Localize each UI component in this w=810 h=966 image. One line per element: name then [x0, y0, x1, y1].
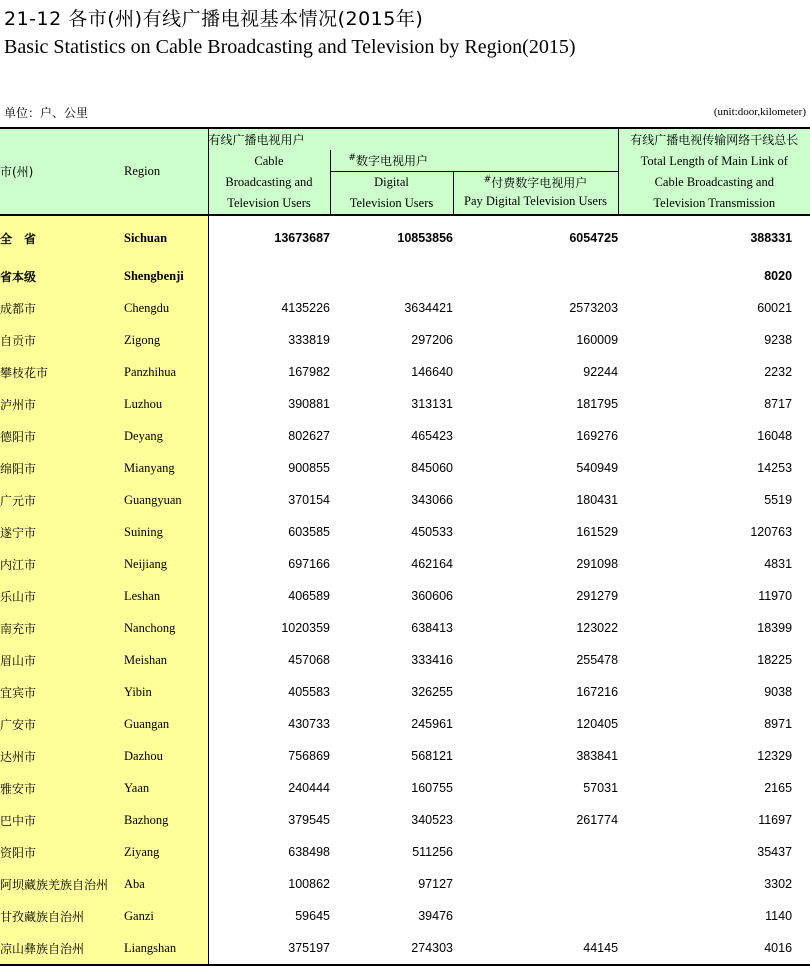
main-link-length-cell: 120763	[750, 525, 793, 539]
region-name-cn: 眉山市	[0, 644, 124, 676]
header-cable-users-en-line2: Broadcasting and	[225, 174, 313, 189]
region-name-cn: 德阳市	[0, 420, 124, 452]
digital-users-cell: 3634421	[404, 301, 453, 315]
digital-users-cell: 160755	[411, 781, 453, 795]
table-body	[0, 215, 810, 965]
main-link-length-cell: 8020	[764, 269, 793, 283]
table-row	[0, 644, 810, 676]
table-row	[0, 676, 810, 708]
region-name-en: Meishan	[124, 644, 208, 676]
pay-digital-users-cell: 160009	[576, 333, 619, 347]
table-row	[0, 324, 810, 356]
main-link-length-cell: 35437	[757, 845, 793, 859]
region-name-cn: 遂宁市	[0, 516, 124, 548]
main-link-length-cell: 18225	[757, 653, 793, 667]
pay-digital-users-cell: 161529	[576, 525, 619, 539]
pay-digital-users-cell: 540949	[576, 461, 619, 475]
digital-users-cell: 333416	[411, 653, 453, 667]
cable-users-cell: 900855	[288, 461, 330, 475]
region-name-en: Bazhong	[124, 804, 208, 836]
pay-digital-users-cell: 261774	[576, 813, 619, 827]
region-name-en: Deyang	[124, 420, 208, 452]
cable-users-cell: 375197	[208, 932, 330, 965]
cable-users-cell: 390881	[288, 397, 330, 411]
main-link-length-cell: 18399	[757, 621, 793, 635]
page-title-en: Basic Statistics on Cable Broadcasting and Television by Region(2015)	[4, 36, 576, 58]
header-city: 市(州)	[0, 128, 124, 215]
main-link-length-cell: 60021	[757, 301, 793, 315]
header-digital-en	[330, 172, 453, 216]
cable-users-cell: 638498	[288, 845, 330, 859]
main-link-length-cell: 11697	[758, 813, 793, 827]
table-row	[0, 388, 810, 420]
pay-digital-users-cell: 169276	[576, 429, 619, 443]
pay-digital-users-cell: 255478	[576, 653, 619, 667]
pay-digital-users-cell	[453, 868, 618, 900]
region-name-cn: 广元市	[0, 484, 124, 516]
pay-digital-users-cell: 57031	[583, 781, 619, 795]
region-name-cn: 成都市	[0, 292, 124, 324]
header-cable-users-en	[208, 150, 330, 215]
header-pay-mark: #	[483, 175, 492, 185]
unit-label-cn: 单位：户、公里	[4, 106, 89, 120]
table-row	[0, 292, 810, 324]
cable-users-cell: 59645	[295, 909, 330, 923]
digital-users-cell	[330, 260, 453, 292]
cable-users-cell: 370154	[288, 493, 330, 507]
cable-users-cell: 13673687	[274, 231, 330, 245]
table-row	[0, 900, 810, 932]
main-link-length-cell: 12329	[757, 749, 793, 763]
region-name-en: Aba	[124, 868, 208, 900]
region-name-cn: 甘孜藏族自治州	[0, 900, 124, 932]
table-row	[0, 772, 810, 804]
region-name-cn: 内江市	[0, 548, 124, 580]
pay-digital-users-cell: 6054725	[569, 231, 619, 245]
pay-digital-users-cell: 44145	[453, 932, 618, 965]
region-name-en: Ganzi	[124, 900, 208, 932]
header-pay	[453, 172, 618, 216]
cable-users-cell: 756869	[288, 749, 330, 763]
digital-users-cell: 465423	[411, 429, 453, 443]
cable-users-cell	[208, 260, 330, 292]
table-row	[0, 580, 810, 612]
digital-users-cell: 39476	[418, 909, 453, 923]
header-length-en-line1: Total Length of Main Link of	[640, 153, 788, 168]
pay-digital-users-cell: 123022	[576, 621, 619, 635]
digital-users-cell: 297206	[411, 333, 453, 347]
digital-users-cell: 845060	[411, 461, 453, 475]
header-length-cn: 有线广播电视传输网络干线总长	[618, 128, 810, 150]
main-link-length-cell: 2165	[764, 781, 793, 795]
region-name-cn: 资阳市	[0, 836, 124, 868]
digital-users-cell: 343066	[411, 493, 453, 507]
cable-users-cell: 333819	[288, 333, 330, 347]
table-row	[0, 420, 810, 452]
region-name-en: Luzhou	[124, 388, 208, 420]
header-digital-en-line1: Digital	[374, 175, 409, 189]
region-name-cn: 广安市	[0, 708, 124, 740]
digital-users-cell: 638413	[411, 621, 453, 635]
region-name-cn: 南充市	[0, 612, 124, 644]
pay-digital-users-cell: 291098	[576, 557, 619, 571]
cable-users-cell: 457068	[288, 653, 330, 667]
cable-users-cell: 167982	[288, 365, 330, 379]
region-name-cn: 宜宾市	[0, 676, 124, 708]
table-row	[0, 836, 810, 868]
header-pay-label: 付费数字电视用户	[491, 176, 588, 190]
pay-digital-users-cell: 2573203	[569, 301, 619, 315]
digital-users-cell: 313131	[411, 397, 453, 411]
digital-users-cell: 245961	[411, 717, 453, 731]
header-digital-cn	[330, 150, 618, 172]
pay-digital-users-cell: 291279	[576, 589, 619, 603]
header-pay-cn	[454, 174, 618, 191]
cable-users-cell: 603585	[288, 525, 330, 539]
table-header	[0, 128, 810, 215]
main-link-length-cell: 8971	[764, 717, 793, 731]
cable-users-cell: 430733	[288, 717, 330, 731]
pay-digital-users-cell: 92244	[583, 365, 619, 379]
region-name-en: Dazhou	[124, 740, 208, 772]
pay-digital-users-cell	[453, 900, 618, 932]
main-link-length-cell: 11970	[758, 589, 793, 603]
main-link-length-cell: 8717	[764, 397, 793, 411]
digital-users-cell: 97127	[418, 877, 453, 891]
main-link-length-cell: 9038	[764, 685, 793, 699]
digital-users-cell: 511256	[412, 845, 453, 859]
main-link-length-cell: 16048	[757, 429, 793, 443]
pay-digital-users-cell: 120405	[576, 717, 619, 731]
cable-users-cell: 697166	[288, 557, 330, 571]
table-row	[0, 548, 810, 580]
header-cable-users-cn: 有线广播电视用户	[208, 128, 618, 150]
pay-digital-users-cell	[453, 836, 618, 868]
digital-users-cell: 146640	[411, 365, 453, 379]
header-cable-users-en-line1: Cable	[254, 153, 284, 168]
region-name-en: Yaan	[124, 772, 208, 804]
region-name-en: Ziyang	[124, 836, 208, 868]
header-pay-en: Pay Digital Television Users	[464, 194, 607, 208]
main-link-length-cell: 3302	[764, 877, 793, 891]
region-name-en: Guangyuan	[124, 484, 208, 516]
table-row	[0, 708, 810, 740]
main-link-length-cell: 4831	[764, 557, 793, 571]
cable-users-cell: 405583	[288, 685, 330, 699]
region-name-en: Leshan	[124, 580, 208, 612]
region-name-en: Yibin	[124, 676, 208, 708]
region-name-en: Panzhihua	[124, 356, 208, 388]
table-row	[0, 356, 810, 388]
region-name-en: Mianyang	[124, 452, 208, 484]
page-title-cn: 21-12 各市(州)有线广播电视基本情况(2015年)	[4, 8, 424, 30]
digital-users-cell: 326255	[411, 685, 453, 699]
digital-users-cell: 274303	[330, 932, 453, 965]
table-row	[0, 612, 810, 644]
digital-users-cell: 450533	[411, 525, 453, 539]
header-length-en-line2: Cable Broadcasting and	[654, 174, 774, 189]
region-name-cn: 达州市	[0, 740, 124, 772]
region-name-en: Guangan	[124, 708, 208, 740]
main-link-length-cell: 388331	[750, 231, 793, 245]
region-name-en: Zigong	[124, 324, 208, 356]
main-link-length-cell: 2232	[764, 365, 793, 379]
digital-users-cell: 10853856	[397, 231, 453, 245]
cable-users-cell: 406589	[288, 589, 330, 603]
digital-users-cell: 568121	[411, 749, 453, 763]
cable-users-cell: 240444	[288, 781, 330, 795]
region-name-en: Neijiang	[124, 548, 208, 580]
cable-users-cell: 100862	[288, 877, 330, 891]
pay-digital-users-cell	[453, 260, 618, 292]
main-link-length-cell: 14253	[757, 461, 793, 475]
pay-digital-users-cell: 383841	[576, 749, 619, 763]
region-name-cn: 自贡市	[0, 324, 124, 356]
pay-digital-users-cell: 167216	[576, 685, 619, 699]
digital-users-cell: 360606	[411, 589, 453, 603]
region-name-cn: 攀枝花市	[0, 356, 124, 388]
digital-users-cell: 462164	[411, 557, 453, 571]
header-length-en	[618, 150, 810, 215]
header-digital-en-line2: Television Users	[349, 196, 434, 210]
digital-users-cell: 340523	[411, 813, 453, 827]
cable-users-cell: 379545	[288, 813, 330, 827]
region-name-en: Shengbenji	[124, 260, 208, 292]
region-name-en: Chengdu	[124, 292, 208, 324]
table-row	[0, 740, 810, 772]
table-row	[0, 516, 810, 548]
region-name-cn: 省本级	[0, 260, 124, 292]
region-name-en: Nanchong	[124, 612, 208, 644]
region-name-en: Liangshan	[124, 932, 208, 965]
main-link-length-cell: 1140	[765, 909, 793, 923]
cable-users-cell: 802627	[288, 429, 330, 443]
statistics-table	[0, 127, 810, 966]
table-row	[0, 804, 810, 836]
pay-digital-users-cell: 180431	[576, 493, 619, 507]
region-name-en: Suining	[124, 516, 208, 548]
header-region: Region	[124, 128, 208, 215]
region-name-cn: 雅安市	[0, 772, 124, 804]
cable-users-cell: 1020359	[281, 621, 330, 635]
region-name-cn: 凉山彝族自治州	[0, 932, 124, 965]
pay-digital-users-cell: 181795	[576, 397, 619, 411]
region-name-cn: 全 省	[0, 215, 124, 260]
region-name-cn: 巴中市	[0, 804, 124, 836]
header-cable-users-en-line3: Television Users	[227, 195, 311, 210]
region-name-cn: 泸州市	[0, 388, 124, 420]
table-row	[0, 260, 810, 292]
cable-users-cell: 4135226	[281, 301, 330, 315]
table-row	[0, 215, 810, 260]
table-row	[0, 452, 810, 484]
main-link-length-cell: 9238	[764, 333, 793, 347]
header-digital-mark: #	[348, 153, 357, 163]
region-name-cn: 绵阳市	[0, 452, 124, 484]
main-link-length-cell: 5519	[764, 493, 793, 507]
main-link-length-cell: 4016	[618, 932, 810, 965]
table-row	[0, 932, 810, 965]
header-digital-label: 数字电视用户	[356, 154, 429, 168]
region-name-en: Sichuan	[124, 215, 208, 260]
region-name-cn: 乐山市	[0, 580, 124, 612]
header-length-en-line3: Television Transmission	[653, 195, 776, 210]
region-name-cn: 阿坝藏族羌族自治州	[0, 868, 124, 900]
unit-label-en: (unit:door,kilometer)	[713, 106, 806, 118]
table-row	[0, 484, 810, 516]
table-row	[0, 868, 810, 900]
